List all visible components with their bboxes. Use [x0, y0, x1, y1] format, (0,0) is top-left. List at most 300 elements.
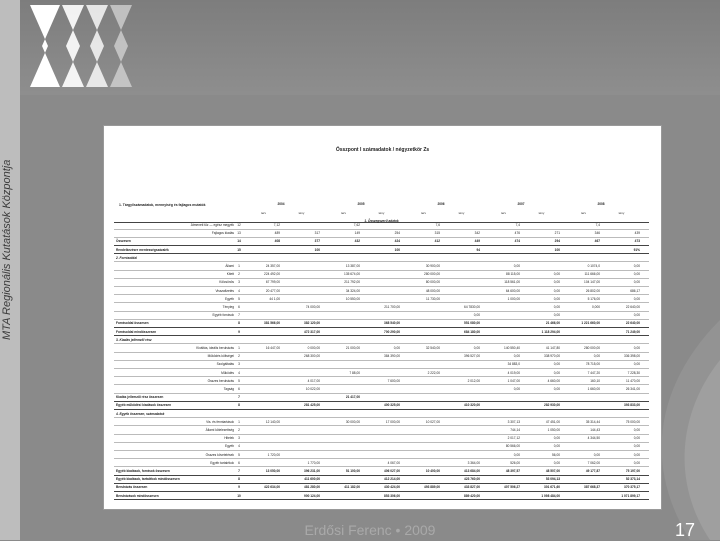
table-cell: 271	[554, 231, 560, 236]
table-cell: 900 124,00	[304, 493, 320, 498]
table-cell: 0,00	[633, 313, 640, 318]
table-cell: 71 249,00	[625, 329, 640, 334]
table-cell: 91%	[633, 247, 640, 252]
table-cell: 281 425,00	[304, 403, 320, 408]
table-cell: 21 000,00	[345, 346, 360, 350]
table-cell: 315	[434, 231, 440, 236]
table-cell: 0,00	[633, 280, 640, 285]
table-row	[114, 477, 649, 484]
table-cell: 53 094,13	[545, 477, 560, 482]
row-label: Forrásoldal mindösszesen	[116, 329, 157, 334]
table-cell: 211 700,00	[384, 305, 400, 309]
table-cell: 0,00	[553, 288, 560, 293]
row-code: 2	[238, 272, 240, 277]
table-cell: 422 634,00	[264, 485, 280, 490]
table-cell: 10 022,00	[305, 387, 320, 391]
table-cell: 52 373,14	[625, 477, 640, 482]
table-cell: 64 7830,00	[464, 305, 480, 309]
footer-text: Erdősi Ferenc • 2009	[304, 522, 436, 538]
row-code: 1	[238, 264, 240, 268]
table-cell: 0,00	[633, 362, 640, 367]
table-cell: 22 640,00	[625, 321, 640, 326]
row-label: Beruházás összesen	[116, 485, 148, 490]
table-cell: 382 120,00	[304, 321, 320, 326]
table-cell: 0,00	[393, 346, 400, 350]
table-cell: 7,4	[595, 223, 600, 227]
subcolumn-header: tény	[298, 211, 305, 215]
table-cell: 2 222,00	[427, 370, 440, 375]
table-cell: 7 447,20	[587, 370, 600, 375]
row-header-label: 1. Tárgyi/számadatok, mennyiség és fajlagos mutatók	[119, 203, 206, 207]
row-label: Egyéb	[224, 444, 234, 449]
row-label: Rendelkezésre mentességszázalék	[116, 247, 169, 252]
table-cell: 412 214,00	[384, 477, 400, 482]
table-cell: 0,00	[473, 346, 480, 350]
table-cell: 13 050,00	[265, 469, 280, 473]
table-cell: 0,000	[592, 305, 600, 309]
table-cell: 493 889,00	[424, 485, 440, 490]
table-cell: 75 197,00	[625, 469, 640, 473]
table-cell: 301 671,60	[544, 485, 560, 490]
table-cell: 467	[594, 239, 600, 244]
table-cell: 41 147,80	[545, 346, 560, 350]
table-cell: 48 397,57	[505, 469, 520, 473]
table-cell: 1 050,00	[547, 428, 560, 432]
table-cell: 280 000,00	[584, 346, 600, 350]
table-cell: 0,00	[513, 387, 520, 391]
subcolumn-header: tény	[378, 211, 385, 215]
row-code: 6	[238, 460, 240, 465]
table-cell: 489	[274, 231, 280, 236]
table-cell: 387 668,37	[584, 485, 600, 490]
year-header: 2005	[357, 202, 365, 206]
table-cell: 280 000,00	[424, 272, 440, 277]
row-code: 4	[238, 370, 240, 375]
table-row	[114, 248, 649, 255]
row-label: Tényleg	[222, 305, 234, 309]
row-code: 5	[238, 378, 240, 383]
table-cell: 0,00	[633, 272, 640, 277]
table-cell: 268 300,00	[304, 354, 320, 359]
row-code: 7	[238, 313, 240, 318]
row-code: 5	[238, 296, 240, 301]
table-cell: 32 540,00	[425, 346, 440, 350]
table-cell: 74 000,00	[305, 305, 320, 309]
table-cell: 1 720,00	[267, 452, 280, 457]
sheet-title: Összpont I számadatok / négyzetkör Zs	[335, 147, 430, 153]
row-code: 9	[238, 329, 240, 334]
table-cell: 80 566,00	[505, 444, 520, 449]
table-cell: 5 176,00	[587, 296, 600, 301]
table-cell: 0,00	[553, 460, 560, 465]
table-cell: 7 228,30	[627, 370, 640, 375]
row-label: Egyéb kiadások, források összesen	[116, 469, 170, 473]
row-code: 3	[238, 436, 240, 441]
row-code: 8	[238, 321, 240, 326]
row-code: 2	[238, 354, 240, 359]
table-cell: 4 017,00	[307, 378, 320, 383]
row-code: 5	[238, 452, 240, 457]
table-cell: 1 221 660,00	[581, 321, 600, 326]
table-cell: 111 666,00	[584, 272, 600, 277]
table-cell: 16 447,00	[265, 346, 280, 350]
row-label: Kiváltás, ideális beruházás	[196, 346, 234, 350]
table-row	[114, 379, 649, 386]
table-cell: 396 231,00	[304, 469, 320, 473]
table-cell: 44 1,00	[269, 296, 280, 301]
table-cell: 282 930,00	[544, 403, 560, 408]
section-label: 1. Összegszerű adatok	[364, 219, 399, 223]
row-code: 15	[237, 247, 241, 252]
table-cell: 0,00	[553, 313, 560, 318]
row-label: Kölcsönös	[219, 280, 234, 285]
row-code: 4	[238, 444, 240, 449]
table-cell: 1 098 484,00	[541, 493, 560, 498]
table-cell: 686,17	[630, 288, 640, 293]
table-cell: 377	[314, 239, 320, 244]
table-cell: 0,00	[473, 313, 480, 318]
table-cell: 412	[434, 239, 440, 244]
table-cell: 526,00	[510, 460, 520, 465]
year-header: 2008	[597, 202, 605, 206]
row-code: 8	[238, 403, 240, 408]
rkk-logo	[22, 0, 142, 92]
table-cell: 21 466,00	[545, 321, 560, 326]
table-cell: 0 000,00	[307, 346, 320, 350]
table-cell: 0,00	[553, 387, 560, 391]
table-cell: 26 341,00	[625, 387, 640, 391]
row-code: 1	[238, 419, 240, 424]
table-cell: 0,00	[553, 280, 560, 285]
table-row	[114, 231, 649, 238]
table-cell: 411 600,00	[304, 477, 320, 482]
table-row	[114, 453, 649, 460]
subcolumn-header: terv	[420, 211, 426, 215]
table-row	[114, 354, 649, 361]
table-cell: 700 290,00	[384, 329, 400, 334]
table-cell: 368 540,00	[384, 321, 400, 326]
table-row	[114, 280, 649, 287]
row-label: Beruházások mindösszesen	[116, 493, 159, 498]
table-cell: 7 600,00	[387, 378, 400, 383]
row-label: Kitett	[226, 272, 234, 277]
subcolumn-header: terv	[260, 211, 266, 215]
table-cell: 396 527,00	[464, 354, 480, 359]
table-cell: 56,00	[552, 452, 560, 457]
table-cell: 472 317,00	[304, 329, 320, 334]
table-cell: 11 470,00	[626, 378, 640, 383]
table-cell: 1 071 899,17	[621, 493, 640, 498]
table-cell: 889 420,00	[464, 493, 480, 498]
table-cell: 336 398,00	[624, 354, 640, 359]
table-cell: 67 799,00	[265, 280, 280, 285]
subcolumn-header: terv	[580, 211, 586, 215]
table-cell: 0 1074,0	[587, 264, 600, 268]
table-cell: 432	[354, 239, 360, 244]
table-cell: 4 660,00	[547, 378, 560, 383]
row-label: Egyéb kiadások, tartalékok mindösszesen	[116, 477, 180, 482]
row-label: Hitelek	[224, 436, 234, 441]
table-cell: 135 674,00	[344, 272, 360, 277]
table-row	[114, 412, 649, 419]
table-cell: 0,00	[553, 272, 560, 277]
table-cell: 34 883,0	[507, 362, 520, 367]
table-row	[114, 289, 649, 296]
table-cell: 413 684,00	[464, 469, 480, 473]
table-row	[114, 428, 649, 435]
table-cell: 0,00	[593, 354, 600, 359]
table-cell: 104 147,00	[584, 280, 600, 285]
table-cell: 439	[634, 231, 640, 236]
table-cell: 1 118 294,00	[541, 329, 560, 334]
table-row	[114, 264, 649, 271]
page-number: 17	[674, 520, 696, 540]
table-row	[114, 330, 649, 337]
table-cell: 411 182,00	[344, 485, 360, 490]
table-row	[114, 371, 649, 378]
row-code: 10	[237, 493, 241, 498]
table-row	[114, 239, 649, 246]
table-cell: 294	[554, 239, 560, 244]
row-code: 4	[238, 288, 240, 293]
table-cell: 224 492,00	[264, 272, 280, 277]
row-label: Szolgáltatás	[216, 362, 234, 367]
row-label: Egyéb források	[212, 313, 234, 318]
table-cell: 1 660,00	[587, 387, 600, 391]
table-cell: 0,00	[633, 436, 640, 441]
table-row	[114, 256, 649, 263]
subcolumn-header: tény	[538, 211, 545, 215]
table-cell: 3 364,00	[467, 460, 480, 465]
row-code: 6	[238, 305, 240, 309]
row-label: Fajlagos kiadás	[211, 231, 234, 236]
year-header: 2006	[437, 202, 445, 206]
table-row	[114, 494, 649, 501]
table-cell: 7,4	[515, 223, 520, 227]
row-label: Átmeneti tűz ― egész megyék	[190, 223, 234, 227]
table-cell: 0,00	[633, 346, 640, 350]
table-cell: 80 000,00	[425, 280, 440, 285]
table-cell: 744,14	[510, 428, 520, 432]
table-cell: 0,00	[633, 296, 640, 301]
row-label: Vis. és fenntartások	[206, 419, 234, 424]
table-cell: 254	[394, 231, 400, 236]
table-row	[114, 403, 649, 410]
table-row	[114, 223, 649, 230]
table-cell: 21 417,00	[345, 395, 360, 400]
table-row	[114, 469, 649, 476]
table-cell: 211 792,00	[344, 280, 360, 285]
table-cell: 20 477,00	[265, 288, 280, 293]
table-cell: 118 561,00	[504, 280, 520, 285]
row-label: 3. Kiadás jellemzői rész	[116, 337, 152, 342]
row-code: 7	[238, 395, 240, 400]
year-header: 2007	[517, 202, 525, 206]
table-cell: 48 000,00	[425, 288, 440, 293]
row-label: Egyéb működési kiadások összesen	[116, 403, 172, 408]
table-cell: 49 177,87	[585, 469, 600, 473]
table-cell: 160,10	[590, 378, 600, 383]
table-cell: 149	[354, 231, 360, 236]
table-cell: 474	[514, 239, 520, 244]
table-cell: 100	[554, 247, 560, 252]
table-cell: 342	[474, 231, 480, 236]
table-cell: 317	[314, 231, 320, 236]
table-row	[114, 387, 649, 394]
row-code: 3	[238, 280, 240, 285]
table-cell: 24 357,00	[265, 264, 280, 268]
table-cell: 10 550,00	[345, 296, 360, 301]
table-cell: 64 600,00	[505, 288, 520, 293]
table-cell: 0,00	[553, 305, 560, 309]
table-cell: 78 715,00	[585, 362, 600, 367]
table-cell: 473	[634, 239, 640, 244]
table-cell: 370 375,17	[624, 485, 640, 490]
table-cell: 7,62	[353, 223, 360, 227]
row-label: Összes beruházás	[207, 378, 234, 383]
row-label: Tagság	[223, 387, 234, 391]
table-row	[114, 272, 649, 279]
table-cell: 7,6	[435, 223, 440, 227]
table-cell: 4 067,00	[387, 460, 400, 465]
row-code: 12	[237, 223, 241, 227]
table-cell: 0,00	[513, 452, 520, 457]
subcolumn-header: tény	[618, 211, 625, 215]
table-row	[114, 420, 649, 427]
table-cell: 0,00	[633, 460, 640, 465]
table-cell: 30 000,00	[345, 419, 360, 424]
row-label: Működés	[221, 370, 234, 375]
row-code: 13	[237, 231, 241, 236]
table-row	[114, 444, 649, 451]
table-row	[114, 362, 649, 369]
year-header: 2004	[277, 202, 285, 206]
table-row	[114, 395, 649, 402]
row-code: 8	[238, 477, 240, 482]
row-label: 4. Egyéb összesen, számadatok	[116, 411, 165, 416]
table-cell: 346	[594, 231, 600, 236]
table-row	[114, 485, 649, 492]
side-label	[1, 322, 21, 340]
table-cell: 12 140,00	[265, 419, 280, 424]
table-cell: 0,00	[513, 354, 520, 359]
table-cell: 75 000,00	[625, 419, 640, 424]
table-row	[114, 338, 649, 345]
table-cell: 4 344,50	[587, 436, 600, 441]
table-cell: 381 566,00	[264, 321, 280, 326]
table-cell: 17 000,00	[385, 419, 400, 424]
row-code: 3	[238, 362, 240, 367]
table-cell: 0,00	[553, 296, 560, 301]
table-cell: 2 012,00	[467, 378, 480, 383]
table-cell: 393 833,00	[624, 403, 640, 408]
table-cell: 423 760,00	[464, 477, 480, 482]
table-cell: 100	[314, 247, 320, 252]
table-cell: 0,00	[553, 436, 560, 441]
table-cell: 13 387,00	[345, 264, 360, 268]
table-cell: 853 306,00	[384, 493, 400, 498]
row-code: 6	[238, 387, 240, 391]
table-cell: 100	[394, 247, 400, 252]
table-header	[114, 200, 649, 223]
table-cell: 406 027,00	[384, 469, 400, 473]
table-cell: 10 027,00	[425, 419, 440, 424]
row-label: Összes követelések	[205, 452, 234, 457]
table-cell: 0,00	[633, 264, 640, 268]
table-cell: 48 507,00	[545, 469, 560, 473]
table-cell: 22 640,00	[625, 305, 640, 309]
table-row	[114, 321, 649, 328]
table-cell: 410 320,00	[464, 403, 480, 408]
table-row	[114, 436, 649, 443]
table-cell: 11 730,00	[426, 296, 440, 301]
subcolumn-header: tény	[458, 211, 465, 215]
table-cell: 481 280,00	[304, 485, 320, 490]
spreadsheet-image	[103, 125, 662, 510]
table-cell: 140 550,40	[504, 346, 520, 350]
table-cell: 433 827,00	[464, 485, 480, 490]
row-label: Kiadás jellemzői rész összesen	[116, 395, 164, 400]
table-cell: 407 506,27	[504, 485, 520, 490]
table-row	[114, 346, 649, 353]
table-cell: 1 770,00	[307, 460, 320, 465]
row-label: Egyéb	[224, 296, 234, 301]
table-cell: 2 017,12	[507, 436, 520, 441]
table-row	[114, 305, 649, 312]
table-cell: 51 100,00	[345, 469, 360, 473]
table-cell: 0,00	[593, 452, 600, 457]
table-cell: 0,00	[633, 452, 640, 457]
table-cell: 35 314,44	[585, 419, 600, 424]
table-cell: 338 970,00	[544, 354, 560, 359]
row-label: Egyéb tartalékok	[210, 460, 234, 465]
table-cell: 0,00	[633, 428, 640, 432]
table-row	[114, 297, 649, 304]
table-cell: 476	[514, 231, 520, 236]
row-label: Működés költségei	[207, 354, 234, 359]
table-cell: 1 000,00	[507, 296, 520, 301]
table-cell: 4 019,00	[507, 370, 520, 375]
table-cell: 384 390,00	[384, 354, 400, 359]
table-row	[114, 461, 649, 468]
row-label: Állami kötelezettség	[205, 428, 234, 432]
table-cell: 1 047,00	[507, 378, 520, 383]
table-cell: 7,12	[273, 223, 280, 227]
table-cell: 3 307,13	[507, 419, 520, 424]
table-cell: 30 900,00	[425, 264, 440, 268]
table-cell: 26 802,00	[585, 288, 600, 293]
row-code: 1	[238, 346, 240, 350]
table-row	[114, 313, 649, 320]
table-cell: 408	[274, 239, 280, 244]
table-cell: 0,00	[513, 264, 520, 268]
row-label: 2. Forrásoldal	[116, 255, 137, 260]
table-cell: 7 88,00	[349, 370, 360, 375]
table-cell: 424	[394, 239, 400, 244]
row-label: Összesen	[116, 239, 131, 244]
table-cell: 449	[474, 239, 480, 244]
row-label: Visszafizetés	[215, 288, 234, 293]
table-cell: 430 424,00	[384, 485, 400, 490]
row-label: Forrásoldal összesen	[116, 321, 149, 326]
table-cell: 88 115,00	[506, 272, 520, 277]
table-cell: 94	[476, 247, 480, 252]
table-cell: 10 400,00	[425, 469, 440, 473]
table-cell: 551 080,00	[464, 321, 480, 326]
row-label: Állami	[225, 264, 234, 268]
table-cell: 684 180,00	[464, 329, 480, 334]
row-code: 9	[238, 485, 240, 490]
